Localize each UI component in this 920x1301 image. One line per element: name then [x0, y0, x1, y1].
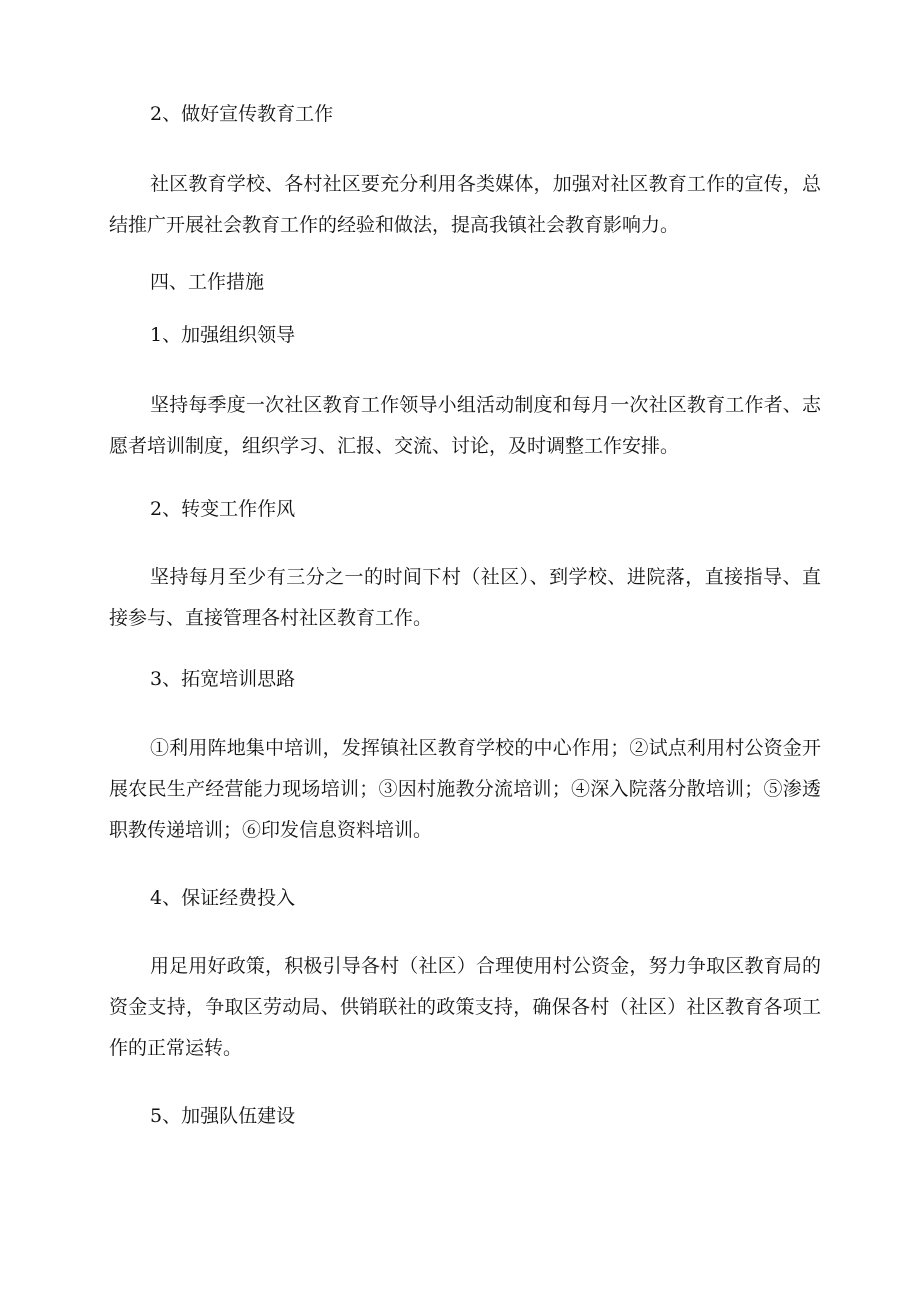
paragraph-leadership: 坚持每季度一次社区教育工作领导小组活动制度和每月一次社区教育工作者、志愿者培训制度，组织学习、汇报、交流、讨论，及时调整工作安排。 [109, 394, 821, 457]
heading-strengthen-leadership: 1、加强组织领导 [150, 324, 296, 346]
heading-work-measures: 四、工作措施 [150, 271, 265, 293]
paragraph-work-style: 坚持每月至少有三分之一的时间下村（社区）、到学校、进院落，直接指导、直接参与、直接管理各村社区教育工作。 [109, 566, 821, 629]
heading-publicity-education: 2、做好宣传教育工作 [150, 103, 334, 125]
paragraph-publicity: 社区教育学校、各村社区要充分利用各类媒体，加强对社区教育工作的宣传，总结推广开展社会教育工作的经验和做法，提高我镇社会教育影响力。 [109, 173, 821, 236]
heading-broaden-training: 3、拓宽培训思路 [150, 668, 296, 690]
heading-change-work-style: 2、转变工作作风 [150, 498, 296, 520]
paragraph-training: ①利用阵地集中培训，发挥镇社区教育学校的中心作用；②试点利用村公资金开展农民生产经营能力现场培训；③因村施教分流培训；④深入院落分散培训；⑤渗透职教传递培训；⑥印发信息资料培训。 [109, 737, 821, 841]
paragraph-funding: 用足用好政策，积极引导各村（社区）合理使用村公资金，努力争取区教育局的资金支持，争取区劳动局、供销联社的政策支持，确保各村（社区）社区教育各项工作的正常运转。 [109, 955, 821, 1059]
heading-funding-input: 4、保证经费投入 [150, 887, 296, 909]
heading-team-building: 5、加强队伍建设 [150, 1105, 296, 1127]
